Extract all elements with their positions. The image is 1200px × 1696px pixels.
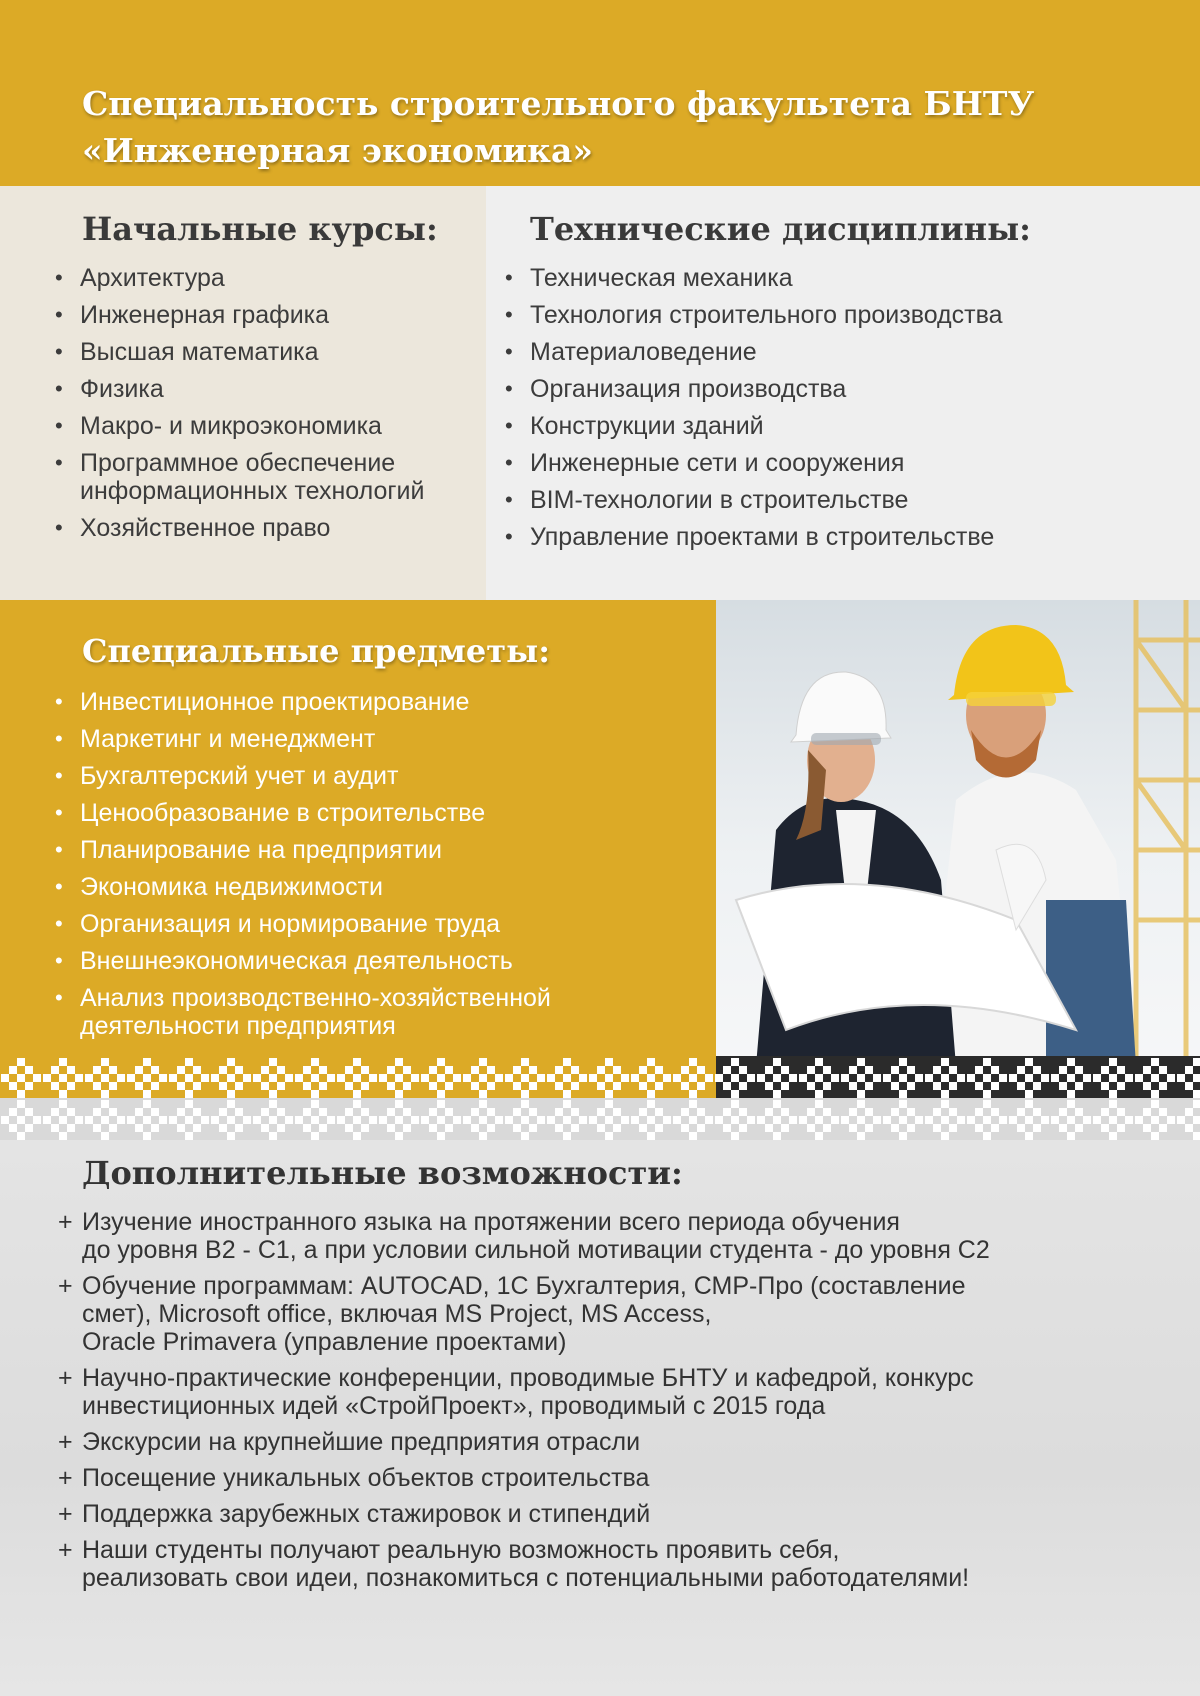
page-title-line2: «Инженерная экономика» bbox=[82, 131, 593, 170]
list-item-text: Экскурсии на крупнейшие предприятия отрасли bbox=[82, 1428, 641, 1456]
bullet-icon: • bbox=[55, 985, 63, 1010]
initial-course-item bbox=[55, 301, 485, 329]
bullet-icon: • bbox=[505, 265, 513, 290]
technical-item bbox=[505, 264, 1195, 292]
special-subject-item bbox=[55, 910, 705, 938]
special-subject-item bbox=[55, 836, 705, 864]
list-item-text: Макро- и микроэкономика bbox=[80, 412, 382, 440]
bullet-icon: • bbox=[505, 302, 513, 327]
bullet-icon: • bbox=[505, 413, 513, 438]
list-item-text: Архитектура bbox=[80, 264, 225, 292]
ornament-border bbox=[0, 1056, 1200, 1140]
technical-item bbox=[505, 449, 1195, 477]
bullet-icon: • bbox=[55, 689, 63, 714]
special-subject-item bbox=[55, 688, 705, 716]
list-item-text: Посещение уникальных объектов строительства bbox=[82, 1464, 650, 1492]
bullet-icon: • bbox=[55, 874, 63, 899]
additional-item bbox=[58, 1364, 1168, 1420]
technical-item bbox=[505, 338, 1195, 366]
special-subject-item bbox=[55, 762, 705, 790]
additional-item bbox=[58, 1208, 1168, 1264]
initial-course-item bbox=[55, 449, 485, 505]
list-item-text: Управление проектами в строительстве bbox=[530, 523, 995, 551]
list-item-text: информационных технологий bbox=[80, 477, 425, 505]
bullet-icon: • bbox=[55, 339, 63, 364]
list-item-text: реализовать свои идеи, познакомиться с потенциальными работодателями! bbox=[82, 1564, 970, 1592]
bullet-icon: • bbox=[505, 487, 513, 512]
plus-icon: + bbox=[58, 1428, 73, 1456]
list-item-text: Инженерная графика bbox=[80, 301, 330, 329]
list-item-text: Организация и нормирование труда bbox=[80, 910, 500, 938]
bullet-icon: • bbox=[55, 726, 63, 751]
initial-courses-list bbox=[55, 264, 485, 551]
list-item-text: деятельности предприятия bbox=[80, 1012, 396, 1040]
header-banner bbox=[0, 0, 1200, 186]
list-item-text: Маркетинг и менеджмент bbox=[80, 725, 376, 753]
list-item-text: Наши студенты получают реальную возможность проявить себя, bbox=[82, 1536, 840, 1564]
plus-icon: + bbox=[58, 1364, 73, 1392]
list-item-text: Поддержка зарубежных стажировок и стипендий bbox=[82, 1500, 651, 1528]
special-subjects-title: Специальные предметы: bbox=[82, 632, 550, 670]
list-item-text: Организация производства bbox=[530, 375, 847, 403]
bullet-icon: • bbox=[55, 911, 63, 936]
bullet-icon: • bbox=[505, 339, 513, 364]
list-item-text: Материаловедение bbox=[530, 338, 757, 366]
list-item-text: BIM-технологии в строительстве bbox=[530, 486, 909, 514]
bullet-icon: • bbox=[55, 837, 63, 862]
additional-title: Дополнительные возможности: bbox=[82, 1154, 683, 1192]
list-item-text: Экономика недвижимости bbox=[80, 873, 383, 901]
page-title bbox=[82, 80, 1162, 174]
list-item-text: Обучение программам: AUTOCAD, 1С Бухгалтерия, СМР-Про (составление bbox=[82, 1272, 966, 1300]
initial-course-item bbox=[55, 412, 485, 440]
special-subjects-list bbox=[55, 688, 705, 1049]
special-subject-item bbox=[55, 873, 705, 901]
list-item-text: смет), Microsoft office, включая MS Project, MS Access, bbox=[82, 1300, 712, 1328]
list-item-text: до уровня В2 - С1, а при условии сильной мотивации студента - до уровня С2 bbox=[82, 1236, 990, 1264]
additional-item bbox=[58, 1500, 1168, 1528]
plus-icon: + bbox=[58, 1464, 73, 1492]
list-item-text: Бухгалтерский учет и аудит bbox=[80, 762, 399, 790]
bullet-icon: • bbox=[55, 265, 63, 290]
bullet-icon: • bbox=[55, 948, 63, 973]
initial-courses-title: Начальные курсы: bbox=[82, 210, 438, 248]
plus-icon: + bbox=[58, 1500, 73, 1528]
list-item-text: Ценообразование в строительстве bbox=[80, 799, 486, 827]
initial-course-item bbox=[55, 338, 485, 366]
bullet-icon: • bbox=[55, 763, 63, 788]
bullet-icon: • bbox=[55, 515, 63, 540]
bullet-icon: • bbox=[55, 413, 63, 438]
list-item-text: Физика bbox=[80, 375, 164, 403]
special-subject-item bbox=[55, 799, 705, 827]
list-item-text: Планирование на предприятии bbox=[80, 836, 442, 864]
list-item-text: Высшая математика bbox=[80, 338, 319, 366]
list-item-text: Изучение иностранного языка на протяжении всего периода обучения bbox=[82, 1208, 900, 1236]
technical-item bbox=[505, 375, 1195, 403]
special-subject-item bbox=[55, 984, 705, 1040]
list-item-text: Инженерные сети и сооружения bbox=[530, 449, 905, 477]
list-item-text: Анализ производственно-хозяйственной bbox=[80, 984, 551, 1012]
bullet-icon: • bbox=[55, 302, 63, 327]
initial-course-item bbox=[55, 375, 485, 403]
list-item-text: Хозяйственное право bbox=[80, 514, 331, 542]
list-item-text: Внешнеэкономическая деятельность bbox=[80, 947, 513, 975]
bullet-icon: • bbox=[55, 800, 63, 825]
bullet-icon: • bbox=[55, 376, 63, 401]
list-item-text: Oracle Primavera (управление проектами) bbox=[82, 1328, 567, 1356]
additional-item bbox=[58, 1464, 1168, 1492]
additional-item bbox=[58, 1428, 1168, 1456]
plus-icon: + bbox=[58, 1536, 73, 1564]
list-item-text: Технология строительного производства bbox=[530, 301, 1003, 329]
technical-item bbox=[505, 486, 1195, 514]
technical-item bbox=[505, 523, 1195, 551]
technical-item bbox=[505, 301, 1195, 329]
plus-icon: + bbox=[58, 1208, 73, 1236]
list-item-text: Конструкции зданий bbox=[530, 412, 764, 440]
additional-list bbox=[58, 1208, 1168, 1600]
list-item-text: Научно-практические конференции, проводимые БНТУ и кафедрой, конкурс bbox=[82, 1364, 974, 1392]
bullet-icon: • bbox=[505, 450, 513, 475]
plus-icon: + bbox=[58, 1272, 73, 1300]
technical-title: Технические дисциплины: bbox=[530, 210, 1031, 248]
technical-list bbox=[505, 264, 1195, 560]
additional-item bbox=[58, 1272, 1168, 1356]
bullet-icon: • bbox=[505, 524, 513, 549]
bullet-icon: • bbox=[505, 376, 513, 401]
special-subject-item bbox=[55, 947, 705, 975]
page-title-line1: Специальность строительного факультета БНТУ bbox=[82, 84, 1035, 123]
list-item-text: инвестиционных идей «СтройПроект», проводимый с 2015 года bbox=[82, 1392, 826, 1420]
list-item-text: Программное обеспечение bbox=[80, 449, 396, 477]
engineers-photo bbox=[716, 600, 1200, 1066]
special-subject-item bbox=[55, 725, 705, 753]
bullet-icon: • bbox=[55, 450, 63, 475]
initial-course-item bbox=[55, 514, 485, 542]
initial-course-item bbox=[55, 264, 485, 292]
list-item-text: Техническая механика bbox=[530, 264, 793, 292]
additional-item bbox=[58, 1536, 1168, 1592]
list-item-text: Инвестиционное проектирование bbox=[80, 688, 470, 716]
engineers-illustration bbox=[716, 600, 1200, 1066]
technical-item bbox=[505, 412, 1195, 440]
special-subjects-panel bbox=[0, 600, 716, 1066]
